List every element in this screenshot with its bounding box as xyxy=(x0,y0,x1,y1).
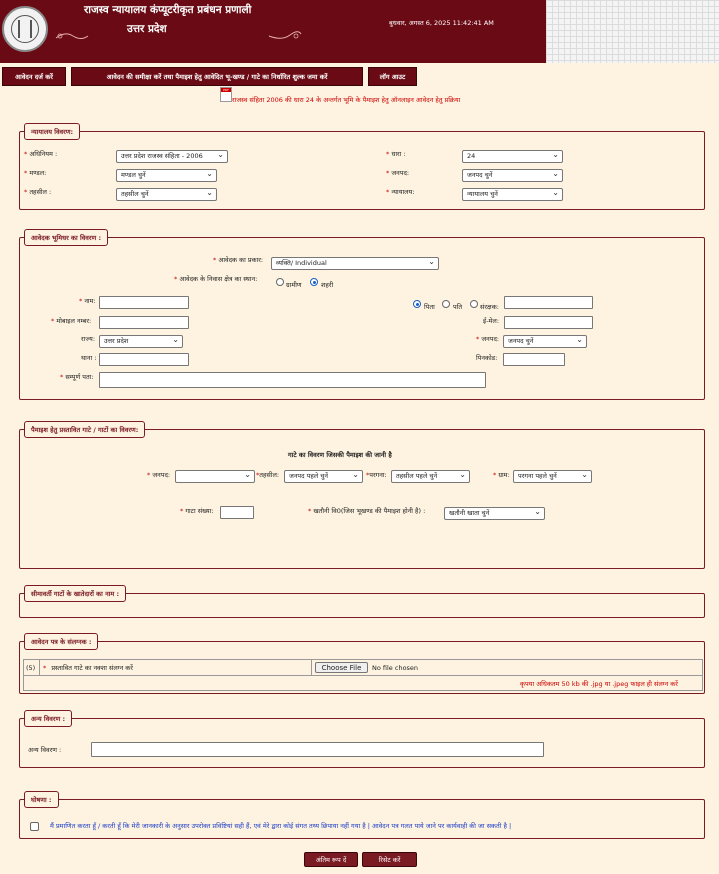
attachments-section xyxy=(19,638,705,694)
plot-district-select[interactable] xyxy=(175,470,255,483)
relative-name-input[interactable] xyxy=(504,296,593,309)
court-tehsil-select[interactable]: तहसील चुनें ⌄ xyxy=(116,188,217,201)
name-input[interactable] xyxy=(99,296,189,309)
court-label: न्यायालय: xyxy=(391,188,415,196)
other-details-label: अन्य विवरण : xyxy=(28,746,62,754)
address-label: सम्पूर्ण पता: xyxy=(65,373,94,381)
division-select[interactable]: मण्डल चुनें ⌄ xyxy=(116,169,217,182)
applicant-district-select[interactable]: जनपद चुनें ⌄ xyxy=(503,335,587,348)
court-details-section: न्यायालय विवरण: * अधिनियम : उत्तर प्रदेश राजस्व संहिता - 2006 ⌄ * धारा : 24 ⌄ * मण्डल: मण्डल चुनें ⌄ * जनपद: जनपद चुनें ⌄ * तहसील : तहसील चुनें ⌄ * न्यायालय: न्यायालय चुनें ⌄ xyxy=(19,131,705,210)
attachment-label: प्रस्तावित गाटे का नक्शा संलग्न करें xyxy=(51,664,133,672)
neighbors-section xyxy=(19,590,705,618)
court-select[interactable]: न्यायालय चुनें ⌄ xyxy=(462,188,563,201)
village-label: ग्राम: xyxy=(498,471,510,479)
process-link[interactable]: राजस्व संहिता 2006 की धारा 24 के अन्तर्गत भूमि के पैमाइश हेतु ऑनलाइन आवेदन हेतु प्रक्रिया xyxy=(232,96,461,104)
other-details-legend: अन्य विवरण : xyxy=(24,710,72,727)
flourish-left-icon xyxy=(55,30,89,42)
guardian-radio[interactable] xyxy=(470,300,478,308)
attachment-row: (5) * प्रस्तावित गाटे का नक्शा संलग्न करें Choose File No file chosen xyxy=(23,659,703,676)
email-label: ई-मेल: xyxy=(483,317,500,325)
urban-label: शहरी xyxy=(321,281,334,289)
father-label: पिता xyxy=(424,303,435,311)
pdf-icon[interactable]: PDF xyxy=(220,87,232,102)
neighbors-legend: सीमावर्ती गाटों के खातेदारों का नाम : xyxy=(24,585,126,602)
pincode-label: पिनकोड: xyxy=(476,354,498,362)
file-status: No file chosen xyxy=(372,664,419,672)
court-district-label: जनपद: xyxy=(391,169,410,177)
division-label: मण्डल: xyxy=(29,169,47,177)
police-station-input[interactable] xyxy=(99,353,189,366)
khatauni-label: खतौनी वि0(जिस भूखण्ड की पैमाइश होनी है) : xyxy=(313,507,426,515)
declaration-text: मैं प्रमाणित करता हूँ / करती हूँ कि मेरी जानकारी के अनुसार उपरोक्त प्रविष्टियां सही हैं, एवं मेरे द्वारा कोई संगत तथ्य छिपाया नहीं गया है | आवेदन पत्र गलत पाये जाने पर कार्यवाही की जा सकती है | xyxy=(50,822,512,830)
residence-area-label: आवेदक के निवास क्षेत्र का स्थान: xyxy=(179,275,258,283)
act-select[interactable]: उत्तर प्रदेश राजस्व संहिता - 2006 ⌄ xyxy=(116,150,228,163)
court-tehsil-label: तहसील : xyxy=(29,188,52,196)
nav-logout[interactable]: लॉग आउट xyxy=(368,67,417,86)
applicant-type-select[interactable]: व्यक्ति/ Individual ⌄ xyxy=(271,257,439,270)
declaration-section xyxy=(19,796,705,839)
khatauni-select[interactable]: खतौनी खाता चुनें ⌄ xyxy=(444,507,545,520)
attachment-number: (5) xyxy=(26,664,36,672)
pargana-label: परगना: xyxy=(369,471,387,479)
plots-section: पैमाइश हेतु प्रस्तावित गाटे / गाटों का विवरण: गाटे का विवरण जिसकी पैमाइश की जानी है * जनपद: ⌄ *तहसील: जनपद पहले चुनें ⌄ *परगना: तहसील पहले चुनें ⌄ * ग्राम: परगना पहले चुनें ⌄ * गाटा संख्या: * खतौनी वि0(जिस भूखण्ड की पैमाइश होनी है) : खतौनी खाता चुनें ⌄ xyxy=(19,429,705,569)
submit-button[interactable]: अंतिम रूप दें xyxy=(304,852,358,867)
father-radio[interactable] xyxy=(413,300,421,308)
app-title: राजस्व न्यायालय कंप्यूटरीकृत प्रबंधन प्रणाली xyxy=(84,4,252,16)
section-select[interactable]: 24 ⌄ xyxy=(462,150,563,163)
gata-number-label: गाटा संख्या: xyxy=(185,507,214,515)
address-input[interactable] xyxy=(99,372,486,388)
urban-radio[interactable] xyxy=(310,278,318,286)
plots-heading: गाटे का विवरण जिसकी पैमाइश की जानी है xyxy=(288,451,392,459)
plot-tehsil-label: तहसील: xyxy=(259,471,280,479)
pincode-input[interactable] xyxy=(503,353,565,366)
other-details-section xyxy=(19,715,705,768)
flourish-right-icon xyxy=(268,30,302,42)
header-pattern xyxy=(546,0,719,63)
header-banner xyxy=(0,0,546,63)
current-datetime: बुधवार, अगस्त 6, 2025 11:42:41 AM xyxy=(389,19,494,27)
guardian-label: संरक्षक: xyxy=(480,303,499,311)
mobile-input[interactable] xyxy=(99,316,189,329)
rural-radio[interactable] xyxy=(276,278,284,286)
act-label: अधिनियम : xyxy=(29,150,58,158)
court-details-legend: न्यायालय विवरण: xyxy=(24,123,80,140)
husband-radio[interactable] xyxy=(442,300,450,308)
applicant-type-label: आवेदक का प्रकार: xyxy=(218,256,264,264)
police-station-label: थाना : xyxy=(81,354,97,362)
attachments-legend: आवेदन पत्र के संलग्नक : xyxy=(24,633,98,650)
plots-legend: पैमाइश हेतु प्रस्तावित गाटे / गाटों का विवरण: xyxy=(24,421,145,438)
pargana-select[interactable]: तहसील पहले चुनें ⌄ xyxy=(391,470,470,483)
header xyxy=(0,0,719,63)
state-title: उत्तर प्रदेश xyxy=(127,23,167,35)
applicant-section: आवेदक भूमिधर का विवरण : * आवेदक का प्रकार: व्यक्ति/ Individual ⌄ * आवेदक के निवास क्षेत्र का स्थान: ग्रामीण शहरी * नाम: पिता पति संरक्षक: * मोबाइल नम्बर: ई-मेल: राज्य: उत्तर प्रदेश ⌄ * जनपद: जनपद चुनें ⌄ थाना : पिनकोड: * सम्पूर्ण पता: xyxy=(19,237,705,400)
nav-review-application[interactable]: आवेदन की समीक्षा करें तथा पैमाइश हेतु आवेदित भू-खण्ड / गाटे का निर्धारित शुल्क जमा करें xyxy=(71,67,363,86)
other-details-input[interactable] xyxy=(91,742,544,757)
applicant-district-label: जनपद: xyxy=(481,335,500,343)
up-emblem-icon xyxy=(2,6,48,52)
section-label: धारा : xyxy=(391,150,406,158)
name-label: नाम: xyxy=(84,297,96,305)
email-input[interactable] xyxy=(504,316,593,329)
applicant-legend: आवेदक भूमिधर का विवरण : xyxy=(24,229,108,246)
reset-button[interactable]: रिसेट करें xyxy=(362,852,417,867)
court-district-select[interactable]: जनपद चुनें ⌄ xyxy=(462,169,563,182)
choose-file-button[interactable]: Choose File xyxy=(315,662,368,673)
gata-number-input[interactable] xyxy=(220,506,254,519)
husband-label: पति xyxy=(453,303,463,311)
plot-tehsil-select[interactable]: जनपद पहले चुनें ⌄ xyxy=(284,470,363,483)
state-label: राज्य: xyxy=(81,335,96,343)
village-select[interactable]: परगना पहले चुनें ⌄ xyxy=(513,470,592,483)
declaration-legend: घोषणा : xyxy=(24,791,59,808)
declaration-checkbox[interactable] xyxy=(30,822,39,831)
file-size-note: कृपया अधिकतम 50 kb की .jpg या .jpeg फाइल ही संलग्न करें xyxy=(520,680,678,688)
state-select[interactable]: उत्तर प्रदेश ⌄ xyxy=(99,335,183,348)
mobile-label: मोबाइल नम्बर: xyxy=(56,317,92,325)
plot-district-label: जनपद: xyxy=(152,471,171,479)
rural-label: ग्रामीण xyxy=(286,281,302,289)
top-nav xyxy=(0,67,719,87)
nav-submit-application[interactable]: आवेदन दर्ज करें xyxy=(2,67,66,86)
